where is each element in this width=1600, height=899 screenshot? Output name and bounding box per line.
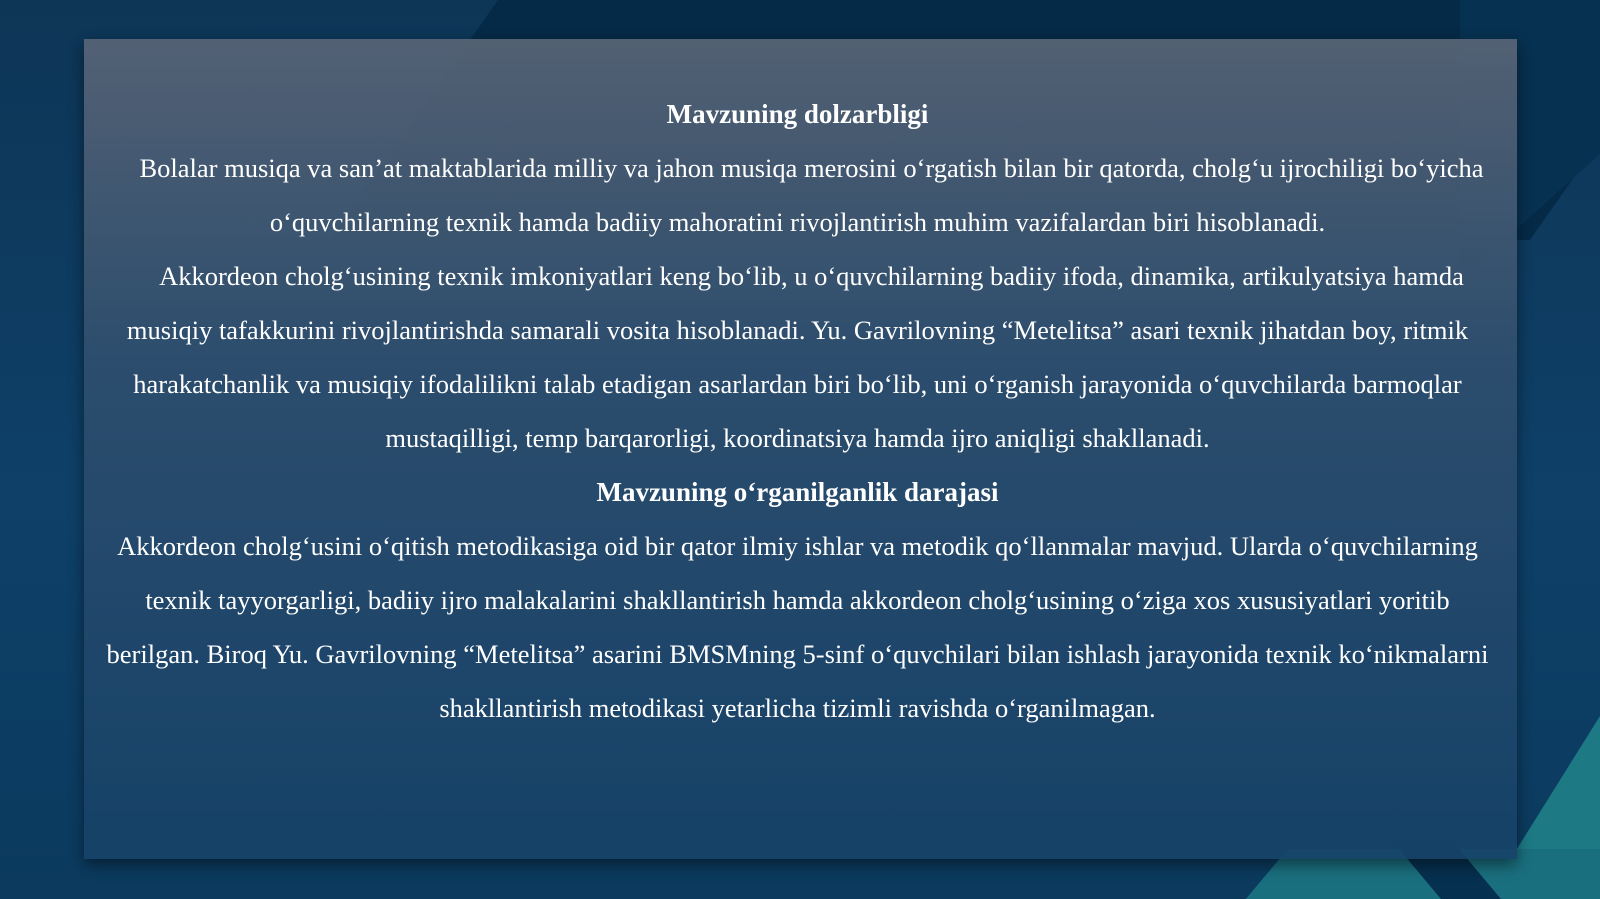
paragraph-study-level: Akkordeon cholg‘usini o‘qitish metodikasiga oid bir qator ilmiy ishlar va metodik qo‘llanmalar mavjud. Ularda o‘quvchilarning texnik tayyorgarligi, badiiy ijro malakalarini shakllantirish hamda akkordeon cholg‘usining o‘ziga xos xususiyatlari yoritib berilgan. Biroq Yu. Gavrilovning “Metelitsa” asarini BMSMning 5-sinf o‘quvchilari bilan ishlash jarayonida texnik ko‘nikmalarni shakllantirish metodikasi yetarlicha tizimli ravishda o‘rganilmagan. — [106, 531, 1489, 723]
paragraph-relevance-2: Akkordeon cholg‘usining texnik imkoniyatlari keng bo‘lib, u o‘quvchilarning badiiy ifoda, dinamika, artikulyatsiya hamda musiqiy tafakkurini rivojlantirishda samarali vosita hisoblanadi. Yu. Gavrilovning “Metelitsa” asari texnik jihatdan boy, ritmik harakatchanlik va musiqiy ifodalilikni talab etadigan asarlardan biri bo‘lib, uni o‘rganish jarayonida o‘quvchilarda barmoqlar mustaqilligi, temp barqarorligi, koordinatsiya hamda ijro aniqligi shakllanadi. — [126, 261, 1469, 453]
paragraph-relevance-1: Bolalar musiqa va san’at maktablarida milliy va jahon musiqa merosini o‘rgatish bilan bir qatorda, cholg‘u ijrochiligi bo‘yicha o‘quvchilarning texnik hamda badiiy mahoratini rivojlantirish muhim vazifalardan biri hisoblanadi. — [139, 153, 1484, 237]
slide-content-box — [84, 39, 1517, 859]
heading-study-level: Mavzuning o‘rganilganlik darajasi — [596, 477, 999, 507]
heading-relevance: Mavzuning dolzarbligi — [666, 99, 929, 129]
